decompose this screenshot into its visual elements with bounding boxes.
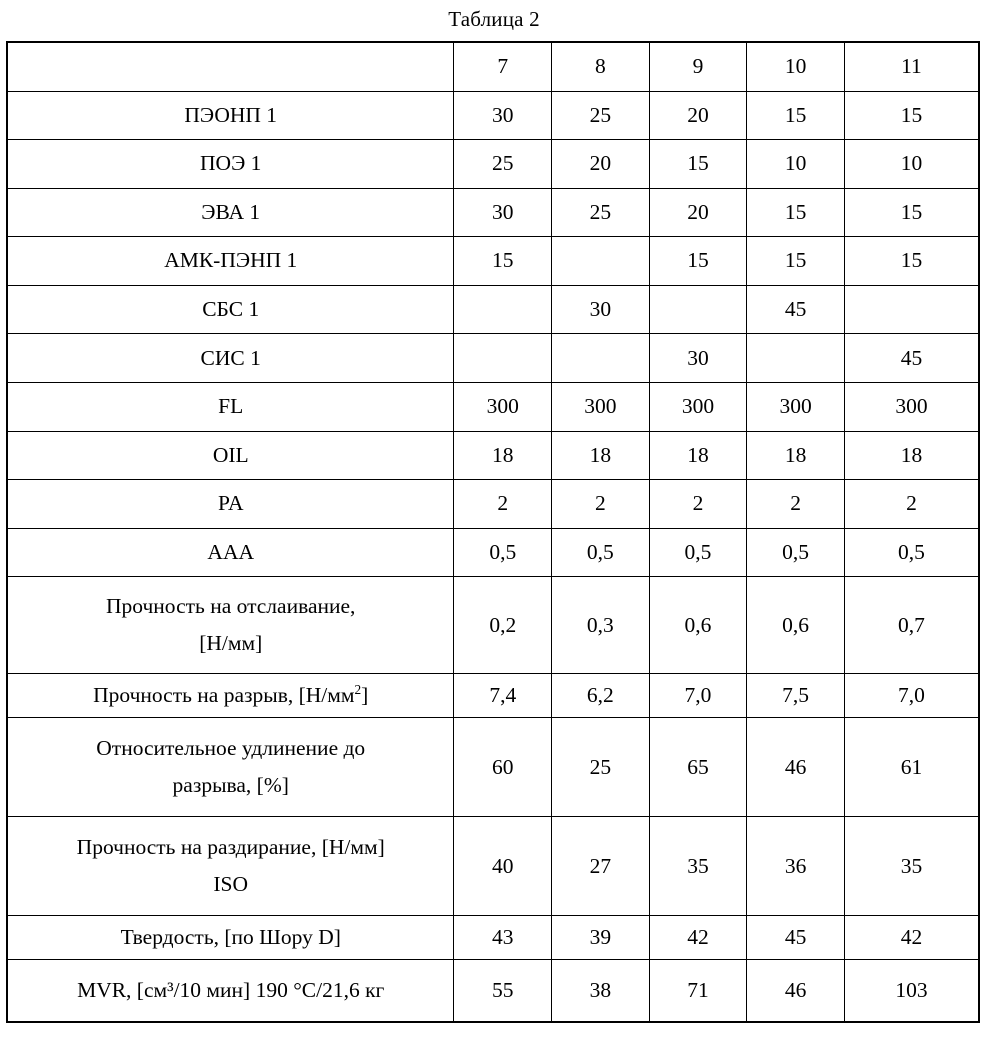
row-label: MVR, [см³/10 мин] 190 °C/21,6 кг bbox=[7, 960, 454, 1022]
row-value: 2 bbox=[649, 480, 747, 529]
row-value: 25 bbox=[552, 91, 650, 140]
row-value: 7,4 bbox=[454, 674, 552, 718]
row-value: 35 bbox=[649, 817, 747, 916]
row-value: 71 bbox=[649, 960, 747, 1022]
row-label bbox=[7, 718, 454, 817]
row-value: 65 bbox=[649, 718, 747, 817]
table-row bbox=[7, 140, 979, 189]
row-value: 300 bbox=[844, 383, 979, 432]
row-value: 35 bbox=[844, 817, 979, 916]
row-value: 0,6 bbox=[747, 577, 845, 674]
table-row bbox=[7, 817, 979, 916]
row-value: 0,5 bbox=[844, 528, 979, 577]
row-label-line1: Относительное удлинение до bbox=[96, 736, 366, 761]
row-value: 18 bbox=[844, 431, 979, 480]
table-row bbox=[7, 960, 979, 1022]
row-value: 45 bbox=[747, 916, 845, 960]
row-value bbox=[552, 237, 650, 286]
row-label: AAA bbox=[7, 528, 454, 577]
row-label-line1: Прочность на отслаивание, bbox=[106, 594, 356, 619]
row-label: FL bbox=[7, 383, 454, 432]
row-value: 39 bbox=[552, 916, 650, 960]
table-row bbox=[7, 431, 979, 480]
row-value: 20 bbox=[649, 188, 747, 237]
row-value: 30 bbox=[649, 334, 747, 383]
row-value: 25 bbox=[552, 188, 650, 237]
table-row bbox=[7, 718, 979, 817]
row-label-line2: ISO bbox=[213, 872, 249, 897]
table-row bbox=[7, 383, 979, 432]
row-value: 38 bbox=[552, 960, 650, 1022]
row-label-suffix: ] bbox=[361, 683, 369, 708]
row-value: 15 bbox=[454, 237, 552, 286]
table-row bbox=[7, 916, 979, 960]
row-value: 15 bbox=[844, 188, 979, 237]
row-label-prefix: Прочность на разрыв, [Н/мм bbox=[93, 683, 355, 708]
header-cell-7: 7 bbox=[454, 42, 552, 91]
table-row bbox=[7, 480, 979, 529]
row-value: 46 bbox=[747, 718, 845, 817]
table-row bbox=[7, 334, 979, 383]
row-label: ЭВА 1 bbox=[7, 188, 454, 237]
row-label bbox=[7, 817, 454, 916]
row-value: 15 bbox=[747, 188, 845, 237]
row-value: 7,0 bbox=[649, 674, 747, 718]
row-value: 20 bbox=[552, 140, 650, 189]
row-value: 45 bbox=[844, 334, 979, 383]
row-value: 25 bbox=[552, 718, 650, 817]
table-row bbox=[7, 674, 979, 718]
row-value: 15 bbox=[844, 237, 979, 286]
row-value: 30 bbox=[454, 91, 552, 140]
row-value: 0,6 bbox=[649, 577, 747, 674]
row-value: 42 bbox=[844, 916, 979, 960]
row-value: 0,7 bbox=[844, 577, 979, 674]
row-label-superscript: 2 bbox=[354, 682, 362, 698]
table-row bbox=[7, 285, 979, 334]
row-value bbox=[454, 285, 552, 334]
row-value: 46 bbox=[747, 960, 845, 1022]
row-value: 10 bbox=[747, 140, 845, 189]
row-value: 6,2 bbox=[552, 674, 650, 718]
row-value: 45 bbox=[747, 285, 845, 334]
row-value: 27 bbox=[552, 817, 650, 916]
row-value: 7,5 bbox=[747, 674, 845, 718]
row-label-line1: Прочность на раздирание, [Н/мм] bbox=[76, 835, 385, 860]
table-caption: Таблица 2 bbox=[448, 7, 540, 31]
row-value: 61 bbox=[844, 718, 979, 817]
row-value: 300 bbox=[747, 383, 845, 432]
row-value: 60 bbox=[454, 718, 552, 817]
row-value: 300 bbox=[649, 383, 747, 432]
row-value: 0,3 bbox=[552, 577, 650, 674]
row-value: 18 bbox=[649, 431, 747, 480]
row-value: 0,5 bbox=[649, 528, 747, 577]
table-header-row bbox=[7, 42, 979, 91]
row-value: 20 bbox=[649, 91, 747, 140]
row-value bbox=[844, 285, 979, 334]
row-value: 0,2 bbox=[454, 577, 552, 674]
row-value: 36 bbox=[747, 817, 845, 916]
row-value: 103 bbox=[844, 960, 979, 1022]
table-row bbox=[7, 91, 979, 140]
row-value: 15 bbox=[747, 91, 845, 140]
row-value: 18 bbox=[747, 431, 845, 480]
row-value: 18 bbox=[552, 431, 650, 480]
row-value: 55 bbox=[454, 960, 552, 1022]
row-label: PA bbox=[7, 480, 454, 529]
row-value: 2 bbox=[844, 480, 979, 529]
row-value: 2 bbox=[747, 480, 845, 529]
row-value: 2 bbox=[552, 480, 650, 529]
row-value bbox=[747, 334, 845, 383]
row-label: OIL bbox=[7, 431, 454, 480]
header-cell-10: 10 bbox=[747, 42, 845, 91]
table-row bbox=[7, 528, 979, 577]
header-cell-8: 8 bbox=[552, 42, 650, 91]
row-value: 43 bbox=[454, 916, 552, 960]
header-cell-label bbox=[7, 42, 454, 91]
row-label: ПЭОНП 1 bbox=[7, 91, 454, 140]
row-value: 0,5 bbox=[747, 528, 845, 577]
row-label: АМК-ПЭНП 1 bbox=[7, 237, 454, 286]
row-value: 15 bbox=[649, 140, 747, 189]
row-value: 300 bbox=[552, 383, 650, 432]
row-label: Твердость, [по Шору D] bbox=[7, 916, 454, 960]
table-row bbox=[7, 188, 979, 237]
row-value bbox=[552, 334, 650, 383]
properties-table bbox=[6, 41, 980, 1023]
row-label: ПОЭ 1 bbox=[7, 140, 454, 189]
row-value: 10 bbox=[844, 140, 979, 189]
row-value bbox=[454, 334, 552, 383]
row-value: 42 bbox=[649, 916, 747, 960]
table-row bbox=[7, 237, 979, 286]
row-value: 30 bbox=[454, 188, 552, 237]
row-label bbox=[7, 674, 454, 718]
row-label-line2: разрыва, [%] bbox=[172, 773, 289, 798]
row-value: 300 bbox=[454, 383, 552, 432]
row-value: 15 bbox=[747, 237, 845, 286]
header-cell-9: 9 bbox=[649, 42, 747, 91]
row-value bbox=[649, 285, 747, 334]
row-label: СИС 1 bbox=[7, 334, 454, 383]
row-value: 30 bbox=[552, 285, 650, 334]
row-label bbox=[7, 577, 454, 674]
row-value: 0,5 bbox=[552, 528, 650, 577]
row-value: 15 bbox=[649, 237, 747, 286]
row-label-line2: [Н/мм] bbox=[199, 631, 263, 656]
table-row bbox=[7, 577, 979, 674]
row-value: 15 bbox=[844, 91, 979, 140]
row-value: 2 bbox=[454, 480, 552, 529]
row-value: 18 bbox=[454, 431, 552, 480]
row-value: 7,0 bbox=[844, 674, 979, 718]
row-value: 25 bbox=[454, 140, 552, 189]
row-value: 0,5 bbox=[454, 528, 552, 577]
row-value: 40 bbox=[454, 817, 552, 916]
row-label: СБС 1 bbox=[7, 285, 454, 334]
header-cell-11: 11 bbox=[844, 42, 979, 91]
